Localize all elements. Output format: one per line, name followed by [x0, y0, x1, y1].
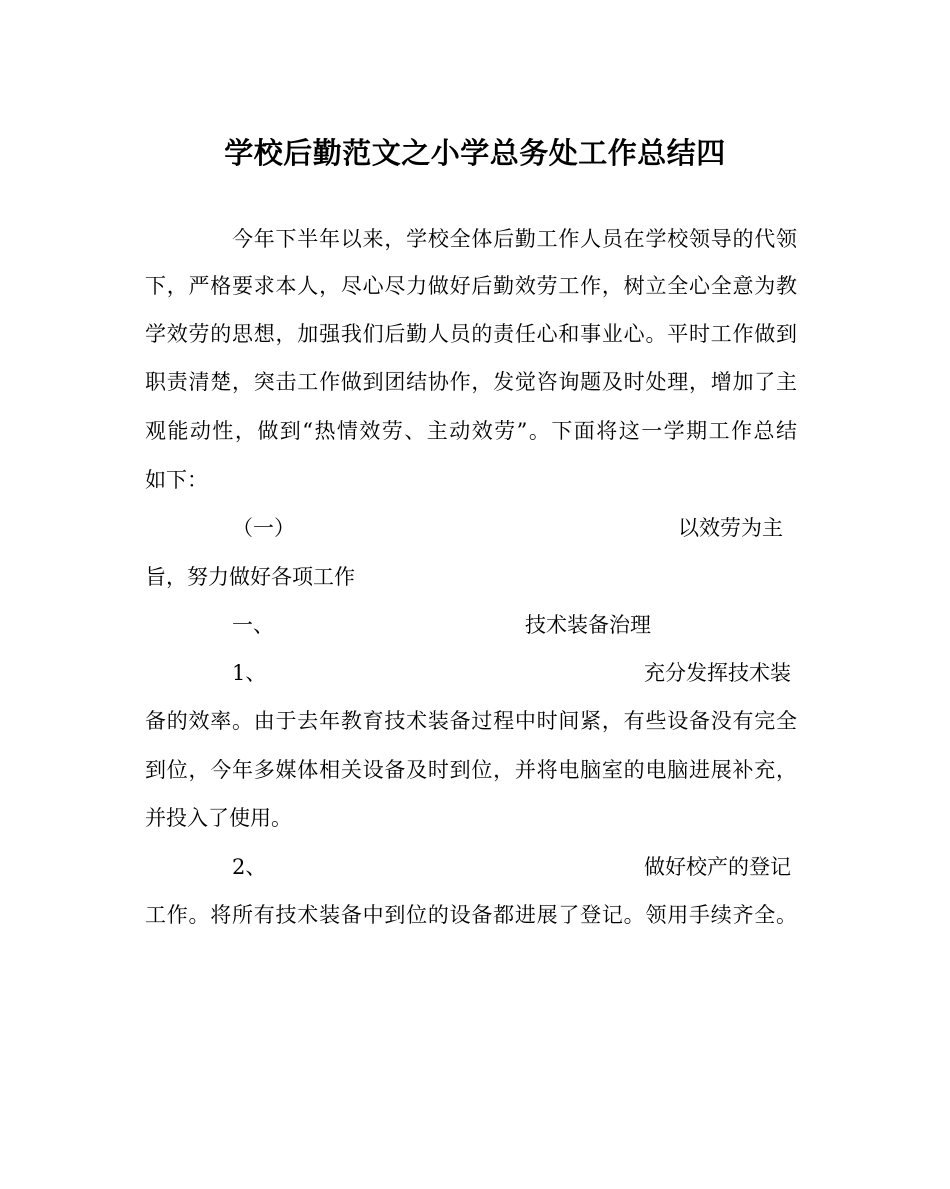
section-number: （一）	[232, 516, 295, 540]
item-heading: 做好校产的登记	[644, 855, 791, 879]
section-title-continued: 旨，努力做好各项工作	[145, 565, 355, 589]
item-line: 工作。将所有技术装备中到位的设备都进展了登记。领用手续齐全。	[145, 903, 797, 927]
paragraph-line: 如下：	[145, 468, 208, 492]
item-line: 到位，今年多媒体相关设备及时到位，并将电脑室的电脑进展补充，	[145, 758, 797, 782]
document-title: 学校后勤范文之小学总务处工作总结四	[224, 136, 726, 170]
paragraph-line: 观能动性，做到“热情效劳、主动效劳”。下面将这一学期工作总结	[145, 419, 797, 443]
item-number: 1、	[232, 661, 267, 685]
item-line: 并投入了使用。	[145, 806, 292, 830]
section-title: 以效劳为主	[678, 516, 783, 540]
item-number: 2、	[232, 855, 267, 879]
paragraph-line: 今年下半年以来，学校全体后勤工作人员在学校领导的代领	[232, 227, 797, 251]
paragraph-line: 学效劳的思想，加强我们后勤人员的责任心和事业心。平时工作做到	[145, 322, 797, 346]
item-line: 备的效率。由于去年教育技术装备过程中时间紧，有些设备没有完全	[145, 709, 797, 733]
item-heading: 充分发挥技术装	[644, 661, 791, 685]
paragraph-line: 下，严格要求本人，尽心尽力做好后勤效劳工作，树立全心全意为教	[145, 274, 797, 298]
paragraph-line: 职责清楚，突击工作做到团结协作，发觉咨询题及时处理，增加了主	[145, 370, 797, 394]
subsection-title: 技术装备治理	[525, 613, 651, 637]
subsection-number: 一、	[232, 613, 274, 637]
